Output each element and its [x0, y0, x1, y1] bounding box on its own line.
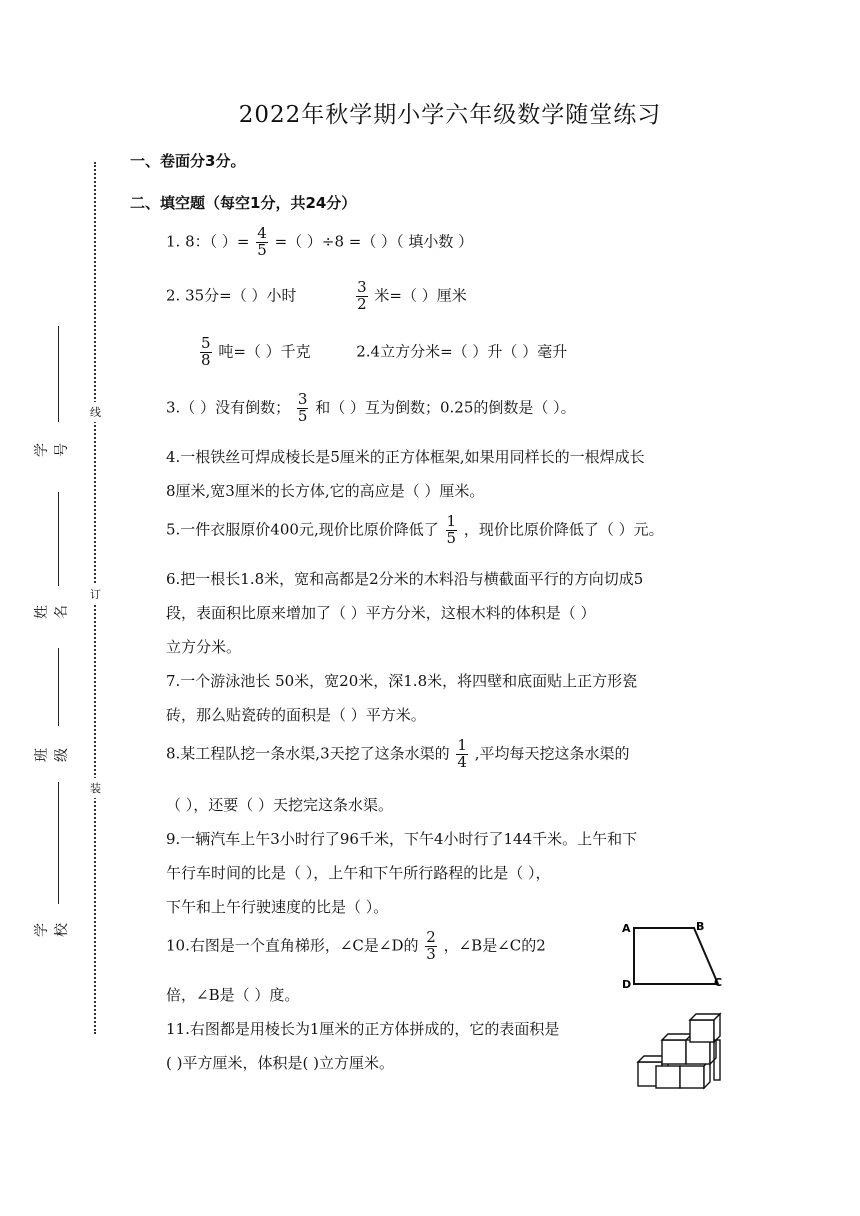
q8-numerator: 1 — [457, 736, 467, 754]
q5-text-a: 5.一件衣服原价400元,现价比原价降低了 — [166, 520, 439, 539]
q10-text-a: 10.右图是一个直角梯形，∠C是∠D的 — [166, 936, 419, 955]
q3-numerator: 3 — [297, 390, 308, 408]
q5-fraction — [446, 514, 458, 547]
section-2: 二、填空题（每空1分，共24分） — [130, 194, 357, 212]
page-title: 2022年秋学期小学六年级数学随堂练习 — [238, 102, 662, 128]
q3-denominator: 5 — [297, 406, 308, 425]
q5-numerator: 1 — [446, 512, 457, 530]
q1-fraction — [256, 226, 268, 259]
question-10 — [166, 930, 546, 963]
q2-denominator: 2 — [357, 294, 367, 313]
q1-text-b: =（ ）÷8 =（ ）（ 填小数 ） — [274, 232, 474, 251]
question-1 — [166, 226, 473, 259]
q8-text-b: ,平均每天挖这条水渠的 — [474, 744, 630, 763]
q2-text-b: 米=（ ）厘米 — [374, 286, 467, 305]
cube-stack-figure — [632, 1006, 732, 1090]
cube-stack — [638, 1014, 720, 1088]
question-10-line2: 倍，∠B是（ ）度。 — [166, 986, 300, 1004]
q10-denominator: 3 — [426, 944, 436, 963]
school-line[interactable] — [58, 782, 59, 904]
section-1: 一、卷面分3分。 — [130, 152, 246, 170]
name-line[interactable] — [58, 492, 59, 586]
question-4-line2: 8厘米,宽3厘米的长方体,它的高应是（ ）厘米。 — [166, 482, 485, 500]
question-6-line2: 段，表面积比原来增加了（ ）平方分米，这根木料的体积是（ ） — [166, 604, 596, 622]
q8-fraction — [456, 738, 468, 771]
question-11-line2: ( )平方厘米，体积是( )立方厘米。 — [166, 1054, 394, 1072]
label-a: A — [622, 922, 631, 935]
label-class: 班级 — [34, 748, 70, 762]
question-11-line1: 11.右图都是用棱长为1厘米的正方体拼成的，它的表面积是 — [166, 1020, 560, 1038]
q5-text-b: ，现价比原价降低了（ ）元。 — [463, 520, 664, 539]
label-c: C — [714, 976, 723, 989]
q2b-fraction — [200, 336, 212, 369]
question-7-line2: 砖，那么贴瓷砖的面积是（ ）平方米。 — [166, 706, 426, 724]
q1-denominator: 5 — [257, 240, 267, 259]
q2-fraction — [356, 280, 368, 313]
q2b-numerator: 5 — [201, 334, 211, 352]
q3-text-a: 3.（ ）没有倒数； — [166, 398, 291, 417]
question-5 — [166, 514, 664, 547]
question-8-line2: （ ），还要（ ）天挖完这条水渠。 — [166, 796, 394, 814]
question-3 — [166, 392, 576, 425]
label-d: D — [622, 978, 632, 991]
binding-char-zhuang: 装 — [90, 778, 101, 798]
question-8 — [166, 738, 630, 771]
question-9-line1: 9.一辆汽车上午3小时行了96千米，下午4小时行了144千米。上午和下 — [166, 830, 638, 848]
q8-text-a: 8.某工程队挖一条水渠,3天挖了这条水渠的 — [166, 744, 450, 763]
question-9-line3: 下午和上午行驶速度的比是（ ）。 — [166, 898, 389, 916]
q2-text-a: 2. 35分=（ ）小时 — [166, 286, 297, 305]
q5-denominator: 5 — [446, 528, 457, 547]
question-2 — [166, 280, 467, 313]
label-b: B — [696, 920, 705, 933]
question-6-line3: 立方分米。 — [166, 638, 242, 656]
q10-numerator: 2 — [426, 928, 436, 946]
binding-char-ding: 订 — [90, 584, 101, 604]
question-7-line1: 7.一个游泳池长 50米，宽20米，深1.8米，将四壁和底面贴上正方形瓷 — [166, 672, 638, 690]
q2b-denominator: 8 — [201, 350, 211, 369]
q1-numerator: 4 — [257, 224, 267, 242]
label-name: 姓名 — [34, 605, 70, 619]
trapezoid-shape — [634, 928, 718, 984]
q3-text-b: 和（ ）互为倒数；0.25的倒数是（ ）。 — [315, 398, 576, 417]
question-4-line1: 4.一根铁丝可焊成棱长是5厘米的正方体框架,如果用同样长的一根焊成长 — [166, 448, 645, 466]
q2-numerator: 3 — [357, 278, 367, 296]
q3-fraction — [297, 392, 309, 425]
student-id-line[interactable] — [58, 326, 59, 422]
q10-text-b: ，∠B是∠C的2 — [443, 936, 546, 955]
q8-denominator: 4 — [457, 752, 467, 771]
class-line[interactable] — [58, 648, 59, 726]
label-student-id: 学号 — [34, 443, 70, 457]
right-trapezoid-figure — [620, 918, 730, 992]
q10-fraction — [425, 930, 437, 963]
label-school: 学校 — [34, 923, 70, 937]
question-6-line1: 6.把一根长1.8米，宽和高都是2分米的木料沿与横截面平行的方向切成5 — [166, 570, 644, 588]
q1-text-a: 1. 8：（ ）= — [166, 232, 250, 251]
q2b-text-a: 吨=（ ）千克 — [218, 342, 311, 361]
binding-char-line: 线 — [90, 402, 101, 422]
q2b-text-b: 2.4立方分米=（ ）升（ ）毫升 — [356, 342, 568, 361]
question-2-line2 — [198, 336, 567, 369]
question-9-line2: 午行车时间的比是（ ），上午和下午所行路程的比是（ ）， — [166, 864, 551, 882]
